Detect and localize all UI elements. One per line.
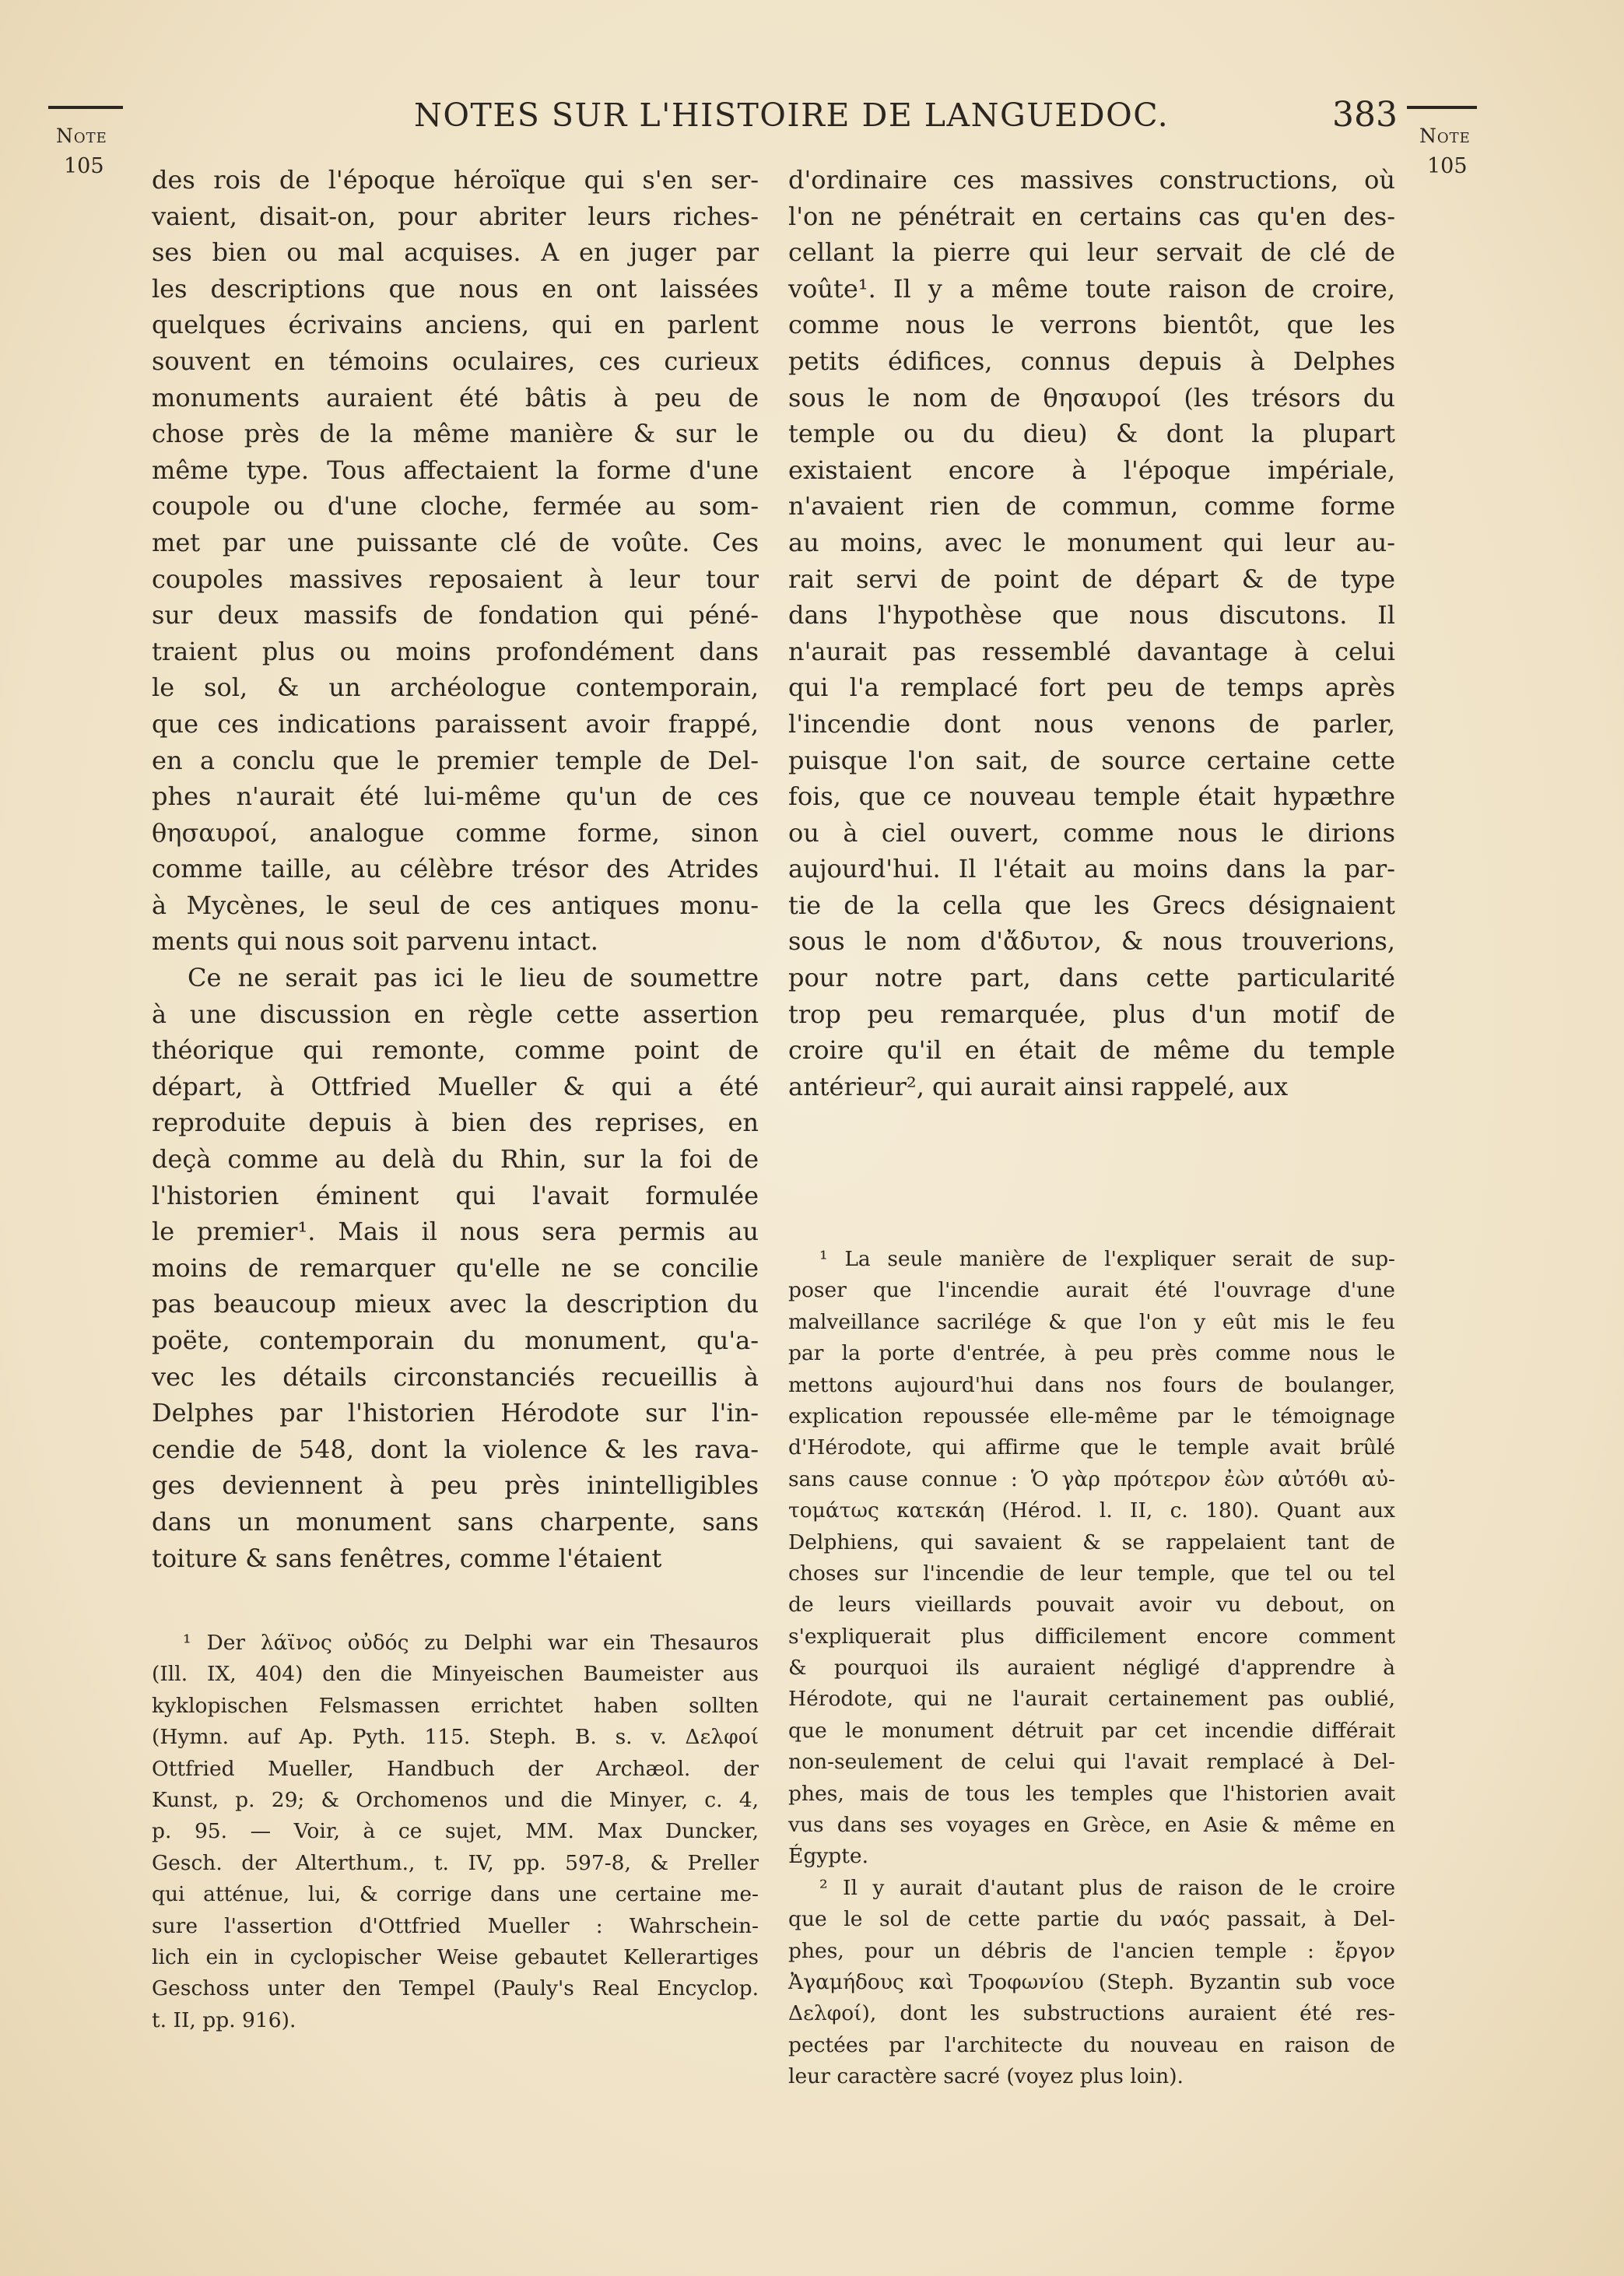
text-line: aujourd'hui. Il l'était au moins dans la par- <box>788 854 1395 884</box>
footnote-line: d'Hérodote, qui affirme que le temple avait brûlé <box>788 1435 1395 1460</box>
text-line: théorique qui remonte, comme point de <box>152 1035 759 1066</box>
footnote-line: lich ein in cyclopischer Weise gebautet Kellerartiges <box>152 1944 759 1969</box>
footnote-line: leur caractère sacré (voyez plus loin). <box>788 2064 1184 2089</box>
text-line: n'aurait pas ressemblé davantage à celui <box>788 636 1395 666</box>
text-line: toiture & sans fenêtres, comme l'étaient <box>152 1543 662 1573</box>
footnote-line: Delphiens, qui savaient & se rappelaient tant de <box>788 1530 1395 1554</box>
text-line: coupoles massives reposaient à leur tour <box>152 564 759 594</box>
text-line: à Mycènes, le seul de ces antiques monu- <box>152 890 759 920</box>
text-line: le premier¹. Mais il nous sera permis au <box>152 1217 759 1247</box>
footnote-line: τομάτως κατεκάη (Hérod. l. II, c. 180). Quant aux <box>788 1498 1395 1523</box>
footnote-line: poser que l'incendie aurait été l'ouvrage d'une <box>788 1278 1395 1303</box>
text-line: poëte, contemporain du monument, qu'a- <box>152 1326 759 1355</box>
text-line: monuments auraient été bâtis à peu de <box>152 382 759 413</box>
text-line: l'on ne pénétrait en certains cas qu'en des- <box>788 201 1395 231</box>
text-line: rait servi de point de départ & de type <box>788 564 1395 594</box>
text-line: n'avaient rien de commun, comme forme <box>788 491 1395 522</box>
footnote-line: Geschoss unter den Tempel (Pauly's Real Encyclop. <box>152 1976 759 2001</box>
text-line: vec les détails circonstanciés recueillis à <box>152 1361 759 1392</box>
footnote-line: Ottfried Mueller, Handbuch der Archæol. der <box>152 1756 759 1781</box>
footnote-line: Hérodote, qui ne l'aurait certainement pas oublié, <box>788 1687 1395 1712</box>
text-line: en a conclu que le premier temple de Del- <box>152 745 759 775</box>
text-line: voûte¹. Il y a même toute raison de croire, <box>788 273 1395 304</box>
text-line: à une discussion en règle cette assertion <box>152 999 759 1029</box>
text-line: moins de remarquer qu'elle ne se concilie <box>152 1252 759 1283</box>
text-line: sous le nom de θησαυροί (les trésors du <box>788 382 1395 413</box>
footnote-line: par la porte d'entrée, à peu près comme nous le <box>788 1341 1395 1366</box>
footnote-line: p. 95. — Voir, à ce sujet, MM. Max Duncker, <box>152 1819 759 1844</box>
running-head-title: NOTES SUR L'HISTOIRE DE LANGUEDOC. <box>414 97 1170 134</box>
footnote-line: phes, pour un débris de l'ancien temple : ἔργον <box>788 1938 1395 1963</box>
text-line: que ces indications paraissent avoir frappé, <box>152 708 759 739</box>
text-line: antérieur², qui aurait ainsi rappelé, aux <box>788 1071 1289 1101</box>
text-line: met par une puissante clé de voûte. Ces <box>152 527 759 557</box>
footnote-line: de leurs vieillards pouvait avoir vu debout, on <box>788 1593 1395 1617</box>
footnote-line: Ἀγαμήδους καὶ Τροφωνίου (Steph. Byzantin sub voce <box>788 1969 1395 1994</box>
text-line: dans l'hypothèse que nous discutons. Il <box>788 600 1395 630</box>
footnote-line: phes, mais de tous les temples que l'historien avait <box>788 1781 1395 1806</box>
text-line: pas beaucoup mieux avec la description du <box>152 1289 759 1319</box>
footnote-line: choses sur l'incendie de leur temple, que tel ou tel <box>788 1561 1395 1586</box>
text-line: existaient encore à l'époque impériale, <box>788 455 1395 485</box>
text-line: des rois de l'époque héroïque qui s'en ser- <box>152 165 759 195</box>
text-line: θησαυροί, analogue comme forme, sinon <box>152 817 759 848</box>
text-line: pour notre part, dans cette particularité <box>788 963 1395 993</box>
footnote-line: Gesch. der Alterthum., t. IV, pp. 597-8, & Preller <box>152 1850 759 1875</box>
text-line: tie de la cella que les Grecs désignaient <box>788 890 1395 920</box>
text-line: deçà comme au delà du Rhin, sur la foi de <box>152 1144 759 1175</box>
text-line: d'ordinaire ces massives constructions, où <box>788 165 1395 195</box>
text-line: croire qu'il en était de même du temple <box>788 1035 1395 1066</box>
text-line: vaient, disait-on, pour abriter leurs riches- <box>152 201 759 231</box>
footnote-line: ² Il y aurait d'autant plus de raison de le croire <box>819 1875 1395 1900</box>
text-line: temple ou du dieu) & dont la plupart <box>788 419 1395 449</box>
text-line: souvent en témoins oculaires, ces curieux <box>152 346 759 376</box>
text-line: Delphes par l'historien Hérodote sur l'in- <box>152 1398 759 1428</box>
footnote-line: malveillance sacrilége & que l'on y eût mis le feu <box>788 1309 1395 1334</box>
right-text-column <box>788 162 1395 1105</box>
footnote-line: non-seulement de celui qui l'avait remplacé à Del- <box>788 1750 1395 1775</box>
footnote-line: Égypte. <box>788 1844 868 1869</box>
footnote-line: sans cause connue : Ὁ γὰρ πρότερον ἐὼν αὐτόθι αὐ- <box>788 1466 1395 1491</box>
text-line: ses bien ou mal acquises. A en juger par <box>152 237 759 268</box>
footnote-line: vus dans ses voyages en Grèce, en Asie & même en <box>788 1813 1395 1838</box>
footnote-line: ¹ Der λάϊνος οὐδός zu Delphi war ein Thesauros <box>183 1631 759 1655</box>
text-line: Ce ne serait pas ici le lieu de soumettre <box>188 963 759 993</box>
text-line: puisque l'on sait, de source certaine cette <box>788 745 1395 775</box>
margin-note-label-left: Note <box>56 125 107 147</box>
text-line: sur deux massifs de fondation qui péné- <box>152 600 759 630</box>
footnote-line: Kunst, p. 29; & Orchomenos und die Minyer, c. 4, <box>152 1787 759 1812</box>
text-line: trop peu remarquée, plus d'un motif de <box>788 999 1395 1029</box>
text-line: cendie de 548, dont la violence & les rava- <box>152 1434 759 1464</box>
footnote-line: (Ill. IX, 404) den die Minyeischen Baumeister aus <box>152 1662 759 1687</box>
footnote-line: s'expliquerait plus difficilement encore comment <box>788 1624 1395 1649</box>
footnote-line: Δελφοί), dont les substructions auraient été res- <box>788 2001 1395 2026</box>
text-line: petits édifices, connus depuis à Delphes <box>788 346 1395 376</box>
text-line: coupole ou d'une cloche, fermée au som- <box>152 491 759 522</box>
text-line: comme nous le verrons bientôt, que les <box>788 310 1395 340</box>
footnote-line: explication repoussée elle-même par le témoignage <box>788 1403 1395 1428</box>
text-line: au moins, avec le monument qui leur au- <box>788 527 1395 557</box>
text-line: chose près de la même manière & sur le <box>152 419 759 449</box>
text-line: les descriptions que nous en ont laissées <box>152 273 759 304</box>
text-line: cellant la pierre qui leur servait de clé de <box>788 237 1395 268</box>
margin-rule-left <box>48 106 123 109</box>
footnote-line: pectées par l'architecte du nouveau en raison de <box>788 2032 1395 2057</box>
footnote-line: sure l'assertion d'Ottfried Mueller : Wahrschein- <box>152 1913 759 1938</box>
text-line: ments qui nous soit parvenu intact. <box>152 926 598 957</box>
footnote-line: mettons aujourd'hui dans nos fours de boulanger, <box>788 1372 1395 1397</box>
text-line: dans un monument sans charpente, sans <box>152 1506 759 1537</box>
footnote-line: & pourquoi ils auraient négligé d'apprendre à <box>788 1656 1395 1681</box>
text-line: sous le nom d'ἄδυτον, & nous trouverions, <box>788 926 1395 957</box>
footnote-line: kyklopischen Felsmassen errichtet haben sollten <box>152 1693 759 1718</box>
footnote-line: ¹ La seule manière de l'expliquer serait de sup- <box>819 1247 1395 1271</box>
text-line: ges deviennent à peu près inintelligibles <box>152 1470 759 1501</box>
text-line: départ, à Ottfried Mueller & qui a été <box>152 1071 759 1101</box>
text-line: même type. Tous affectaient la forme d'une <box>152 455 759 485</box>
text-line: phes n'aurait été lui-même qu'un de ces <box>152 781 759 812</box>
margin-note-number-right: 105 <box>1427 154 1468 178</box>
text-line: comme taille, au célèbre trésor des Atrides <box>152 854 759 884</box>
footnote-line: que le sol de cette partie du ναός passait, à Del- <box>788 1907 1395 1932</box>
text-line: reproduite depuis à bien des reprises, en <box>152 1108 759 1138</box>
left-footnotes <box>152 1628 759 2036</box>
margin-note-label-right: Note <box>1419 125 1471 147</box>
footnote-line: t. II, pp. 916). <box>152 2007 296 2032</box>
text-line: qui l'a remplacé fort peu de temps après <box>788 673 1395 703</box>
right-footnotes <box>788 1244 1395 2093</box>
footnote-line: que le monument détruit par cet incendie différait <box>788 1718 1395 1743</box>
text-line: l'historien éminent qui l'avait formulée <box>152 1180 759 1210</box>
footnote-line: (Hymn. auf Ap. Pyth. 115. Steph. B. s. v. Δελφοί <box>152 1725 759 1750</box>
text-line: le sol, & un archéologue contemporain, <box>152 673 759 703</box>
text-line: fois, que ce nouveau temple était hypæthre <box>788 781 1395 812</box>
margin-rule-right <box>1407 106 1477 109</box>
text-line: traient plus ou moins profondément dans <box>152 636 759 666</box>
text-line: l'incendie dont nous venons de parler, <box>788 708 1395 739</box>
text-line: quelques écrivains anciens, qui en parlent <box>152 310 759 340</box>
footnote-line: qui atténue, lui, & corrige dans une certaine me- <box>152 1882 759 1907</box>
page-number: 383 <box>1332 95 1398 135</box>
text-line: ou à ciel ouvert, comme nous le dirions <box>788 817 1395 848</box>
margin-note-number-left: 105 <box>64 154 104 178</box>
left-text-column <box>152 162 759 1576</box>
